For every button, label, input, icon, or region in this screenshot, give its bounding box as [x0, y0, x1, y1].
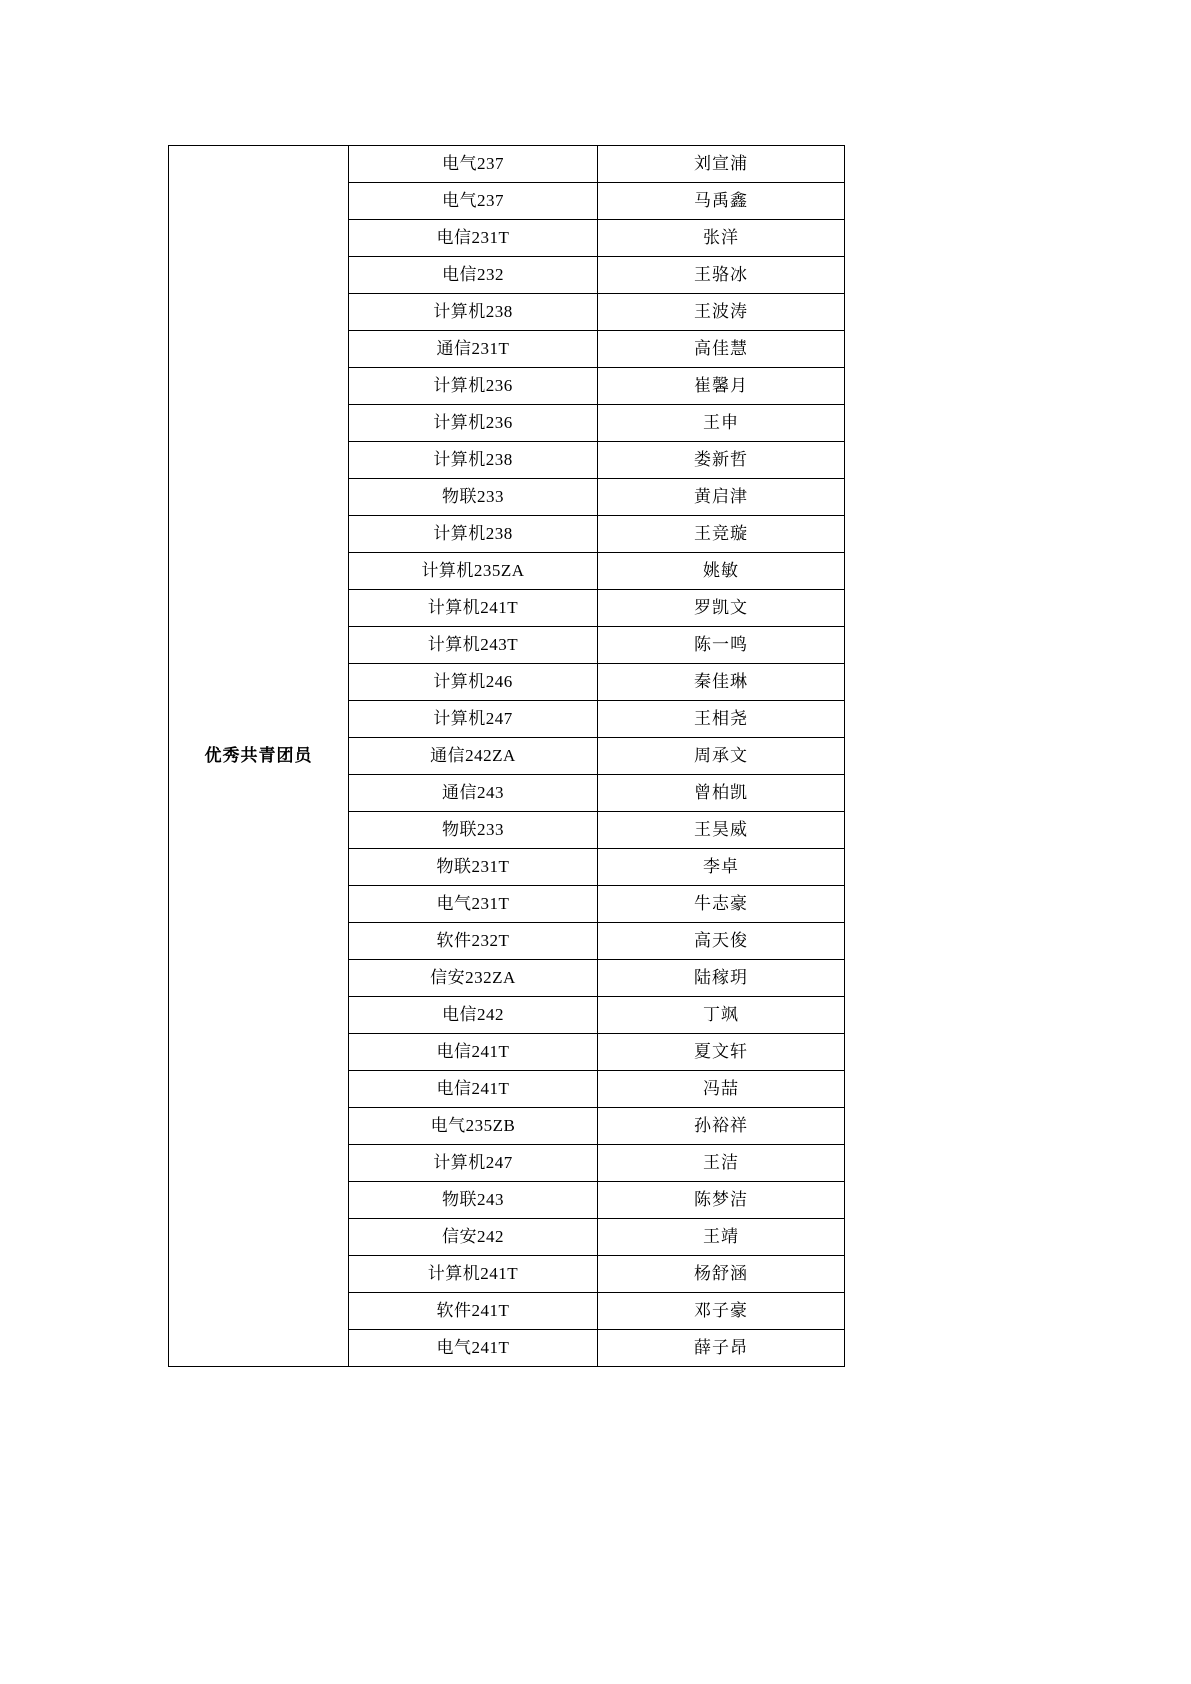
award-table-container: [168, 145, 843, 1367]
award-table: [168, 145, 845, 1367]
name-cell: 曾柏凯: [598, 775, 845, 812]
class-cell: 计算机247: [349, 701, 598, 738]
class-cell: 物联233: [349, 479, 598, 516]
name-cell: 王竞璇: [598, 516, 845, 553]
category-cell: 优秀共青团员: [169, 146, 349, 1367]
name-cell: 孙裕祥: [598, 1108, 845, 1145]
name-cell: 薛子昂: [598, 1330, 845, 1367]
name-cell: 李卓: [598, 849, 845, 886]
class-cell: 电信241T: [349, 1034, 598, 1071]
class-cell: 物联233: [349, 812, 598, 849]
name-cell: 王骆冰: [598, 257, 845, 294]
name-cell: 王相尧: [598, 701, 845, 738]
class-cell: 电信232: [349, 257, 598, 294]
award-table-body: [169, 146, 845, 1367]
name-cell: 王申: [598, 405, 845, 442]
table-row: [169, 146, 845, 183]
name-cell: 娄新哲: [598, 442, 845, 479]
class-cell: 电信241T: [349, 1071, 598, 1108]
name-cell: 罗凯文: [598, 590, 845, 627]
class-cell: 计算机238: [349, 294, 598, 331]
name-cell: 丁飒: [598, 997, 845, 1034]
name-cell: 高天俊: [598, 923, 845, 960]
class-cell: 通信231T: [349, 331, 598, 368]
name-cell: 夏文轩: [598, 1034, 845, 1071]
class-cell: 电气235ZB: [349, 1108, 598, 1145]
class-cell: 电气237: [349, 146, 598, 183]
name-cell: 刘宣浦: [598, 146, 845, 183]
class-cell: 计算机238: [349, 442, 598, 479]
class-cell: 物联231T: [349, 849, 598, 886]
class-cell: 计算机238: [349, 516, 598, 553]
name-cell: 王洁: [598, 1145, 845, 1182]
name-cell: 崔馨月: [598, 368, 845, 405]
class-cell: 物联243: [349, 1182, 598, 1219]
class-cell: 电信242: [349, 997, 598, 1034]
name-cell: 王波涛: [598, 294, 845, 331]
name-cell: 黄启津: [598, 479, 845, 516]
name-cell: 陈一鸣: [598, 627, 845, 664]
name-cell: 牛志豪: [598, 886, 845, 923]
class-cell: 计算机241T: [349, 590, 598, 627]
class-cell: 软件232T: [349, 923, 598, 960]
class-cell: 电信231T: [349, 220, 598, 257]
name-cell: 秦佳琳: [598, 664, 845, 701]
name-cell: 姚敏: [598, 553, 845, 590]
class-cell: 信安232ZA: [349, 960, 598, 997]
class-cell: 计算机236: [349, 368, 598, 405]
class-cell: 计算机236: [349, 405, 598, 442]
class-cell: 计算机247: [349, 1145, 598, 1182]
class-cell: 电气231T: [349, 886, 598, 923]
name-cell: 高佳慧: [598, 331, 845, 368]
class-cell: 通信242ZA: [349, 738, 598, 775]
class-cell: 计算机241T: [349, 1256, 598, 1293]
class-cell: 通信243: [349, 775, 598, 812]
class-cell: 电气237: [349, 183, 598, 220]
name-cell: 张洋: [598, 220, 845, 257]
name-cell: 杨舒涵: [598, 1256, 845, 1293]
name-cell: 陆稼玥: [598, 960, 845, 997]
class-cell: 计算机235ZA: [349, 553, 598, 590]
class-cell: 电气241T: [349, 1330, 598, 1367]
name-cell: 邓子豪: [598, 1293, 845, 1330]
name-cell: 王昊威: [598, 812, 845, 849]
class-cell: 计算机246: [349, 664, 598, 701]
name-cell: 王靖: [598, 1219, 845, 1256]
class-cell: 信安242: [349, 1219, 598, 1256]
name-cell: 周承文: [598, 738, 845, 775]
class-cell: 软件241T: [349, 1293, 598, 1330]
name-cell: 马禹鑫: [598, 183, 845, 220]
class-cell: 计算机243T: [349, 627, 598, 664]
name-cell: 冯喆: [598, 1071, 845, 1108]
name-cell: 陈梦洁: [598, 1182, 845, 1219]
